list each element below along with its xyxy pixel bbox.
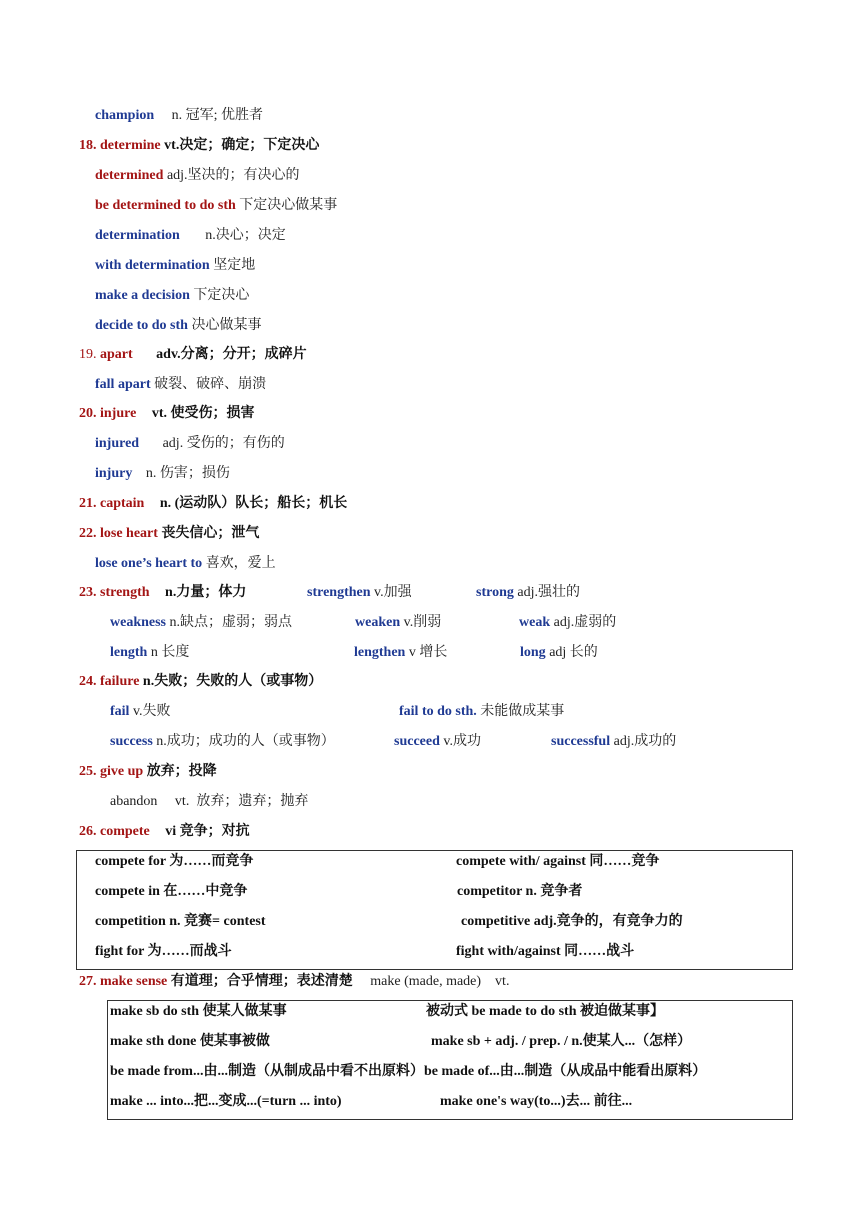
- entry-number: 23.: [79, 585, 100, 600]
- phrase-make-sb-do: make sb do sth 使某人做某事: [110, 1004, 287, 1019]
- term: make a decision: [95, 288, 190, 303]
- entry-20-injure: [79, 404, 254, 424]
- definition: 破裂、破碎、崩溃: [150, 377, 267, 392]
- entry-strengthen: [307, 583, 412, 603]
- definition: v.失败: [129, 704, 171, 719]
- phrase-competitor: competitor n. 竞争者: [457, 884, 583, 899]
- definition: v.削弱: [400, 615, 442, 630]
- term: lose one’s heart to: [95, 556, 203, 571]
- term: decide to do sth: [95, 318, 188, 333]
- entry-decide-to: [95, 316, 261, 336]
- definition: 下定决心: [189, 288, 250, 303]
- phrase-competition: competition n. 竞赛= contest: [95, 914, 266, 929]
- headword: compete: [100, 824, 150, 839]
- definition: 未能做成某事: [476, 704, 565, 719]
- entry-number: 24.: [79, 674, 100, 689]
- term: determined: [95, 168, 164, 183]
- entry-strong: [476, 583, 580, 603]
- entry-24-failure: [79, 672, 322, 692]
- entry-number: 25.: [79, 764, 100, 779]
- definition: 丧失信心；泄气: [157, 526, 260, 541]
- term: strong: [476, 585, 514, 600]
- phrase-passive: 被动式 be made to do sth 被迫做某事】: [426, 1004, 665, 1019]
- phrase-made-from-of: be made from...由...制造（从制成品中看不出原料）be made of...由...制造（从成品中能看出原料）: [110, 1064, 707, 1079]
- entry-25-give-up: [79, 762, 217, 782]
- definition: n. 冠军; 优胜者: [171, 108, 264, 123]
- entry-abandon: abandon vt. 放弃；遗弃；抛弃: [110, 794, 309, 809]
- definition: v.成功: [439, 734, 481, 749]
- term: length: [110, 645, 148, 660]
- entry-number: 22.: [79, 526, 100, 541]
- headword: captain: [100, 496, 145, 511]
- headword: failure: [100, 674, 140, 689]
- definition: vt. 使受伤；损害: [151, 406, 255, 421]
- term: successful: [551, 734, 611, 749]
- phrase-compete-in: compete in 在……中竞争: [95, 884, 248, 899]
- definition: 放弃；投降: [143, 764, 217, 779]
- entry-lengthen: [354, 643, 447, 663]
- term: with determination: [95, 258, 210, 273]
- definition: adj. 受伤的；有伤的: [162, 436, 285, 451]
- entry-with-determination: [95, 256, 255, 276]
- entry-fall-apart: [95, 375, 266, 395]
- term: succeed: [394, 734, 440, 749]
- term: injured: [95, 436, 140, 451]
- phrase-make-sb-adj: make sb + adj. / prep. / n.使某人...（怎样）: [431, 1034, 692, 1049]
- term: fail: [110, 704, 130, 719]
- term: injury: [95, 466, 133, 481]
- phrase-make-into: make ... into...把...变成...(=turn ... into): [110, 1094, 342, 1109]
- definition: adj.成功的: [610, 734, 677, 749]
- definition: n.成功；成功的人（或事物）: [152, 734, 335, 749]
- term: fall apart: [95, 377, 151, 392]
- definition: n. 伤害；损伤: [145, 466, 230, 481]
- entry-long: [520, 643, 598, 663]
- entry-fail-to: [399, 702, 564, 722]
- phrase-compete-with: compete with/ against 同……竞争: [456, 854, 660, 869]
- term: lengthen: [354, 645, 406, 660]
- headword: determine: [100, 138, 161, 153]
- definition: vt.决定；确定；下定决心: [160, 138, 320, 153]
- entry-weaken: [355, 613, 441, 633]
- definition: adv.分离；分开；成碎片: [156, 347, 307, 362]
- definition: vi 竞争；对抗: [165, 824, 250, 839]
- term: success: [110, 734, 153, 749]
- definition: n.力量；体力: [165, 585, 247, 600]
- definition: 下定决心做某事: [235, 198, 338, 213]
- entry-weakness: [110, 613, 292, 633]
- make-principal-parts: make (made, made) vt.: [370, 974, 510, 989]
- definition: n.缺点；虚弱；弱点: [166, 615, 293, 630]
- entry-27-make-sense: [79, 972, 509, 992]
- definition: adj.坚决的；有决心的: [163, 168, 300, 183]
- phrase-fight-for: fight for 为……而战斗: [95, 944, 232, 959]
- entry-23-strength: [79, 583, 246, 603]
- entry-18-determine: [79, 136, 319, 156]
- entry-determined: [95, 166, 300, 186]
- entry-22-lose-heart: [79, 524, 259, 544]
- term: weakness: [110, 615, 167, 630]
- entry-be-determined: [95, 196, 337, 216]
- term: fail to do sth.: [399, 704, 477, 719]
- headword: strength: [100, 585, 150, 600]
- headword: injure: [100, 406, 137, 421]
- entry-21-captain: [79, 494, 347, 514]
- headword: apart: [100, 347, 133, 362]
- headword: make sense: [100, 974, 168, 989]
- phrase-compete-for: compete for 为……而竞争: [95, 854, 254, 869]
- definition: 有道理；合乎情理；表述清楚: [167, 974, 353, 989]
- term: weak: [519, 615, 551, 630]
- headword: give up: [100, 764, 144, 779]
- definition: n 长度: [147, 645, 190, 660]
- definition: 喜欢，爱上: [202, 556, 276, 571]
- definition: n.失败；失败的人（或事物）: [139, 674, 323, 689]
- definition: v.加强: [370, 585, 412, 600]
- entry-number: 21.: [79, 496, 100, 511]
- phrase-make-way: make one's way(to...)去... 前往...: [440, 1094, 633, 1109]
- entry-determination: [95, 226, 286, 246]
- definition: 坚定地: [209, 258, 256, 273]
- entry-weak: [519, 613, 616, 633]
- phrase-make-sth-done: make sth done 使某事被做: [110, 1034, 270, 1049]
- entry-19-apart: [79, 345, 307, 365]
- term: champion: [95, 108, 155, 123]
- headword: lose heart: [100, 526, 158, 541]
- entry-injury: [95, 464, 230, 484]
- definition: v 增长: [405, 645, 448, 660]
- entry-number: 26.: [79, 824, 100, 839]
- entry-injured: [95, 434, 285, 454]
- entry-26-compete: [79, 822, 250, 842]
- entry-length: [110, 643, 189, 663]
- term: determination: [95, 228, 180, 243]
- entry-number: 18.: [79, 138, 100, 153]
- entry-number: 19.: [79, 347, 100, 362]
- term: weaken: [355, 615, 401, 630]
- entry-number: 27.: [79, 974, 100, 989]
- term: long: [520, 645, 546, 660]
- definition: n.决心；决定: [205, 228, 286, 243]
- entry-successful: [551, 732, 676, 752]
- entry-fail: [110, 702, 171, 722]
- entry-make-a-decision: [95, 286, 249, 306]
- definition: 决心做某事: [187, 318, 262, 333]
- definition: adj.虚弱的: [550, 615, 617, 630]
- definition: adj.强壮的: [513, 585, 580, 600]
- term: strengthen: [307, 585, 371, 600]
- entry-number: 20.: [79, 406, 100, 421]
- entry-success: [110, 732, 335, 752]
- entry-succeed: [394, 732, 481, 752]
- phrase-competitive: competitive adj.竞争的，有竞争力的: [461, 914, 683, 929]
- entry-champion: [95, 106, 263, 126]
- definition: adj 长的: [545, 645, 598, 660]
- term: be determined to do sth: [95, 198, 236, 213]
- definition: n. (运动队）队长；船长；机长: [159, 496, 348, 511]
- entry-lose-ones-heart: [95, 554, 276, 574]
- phrase-fight-with: fight with/against 同……战斗: [456, 944, 635, 959]
